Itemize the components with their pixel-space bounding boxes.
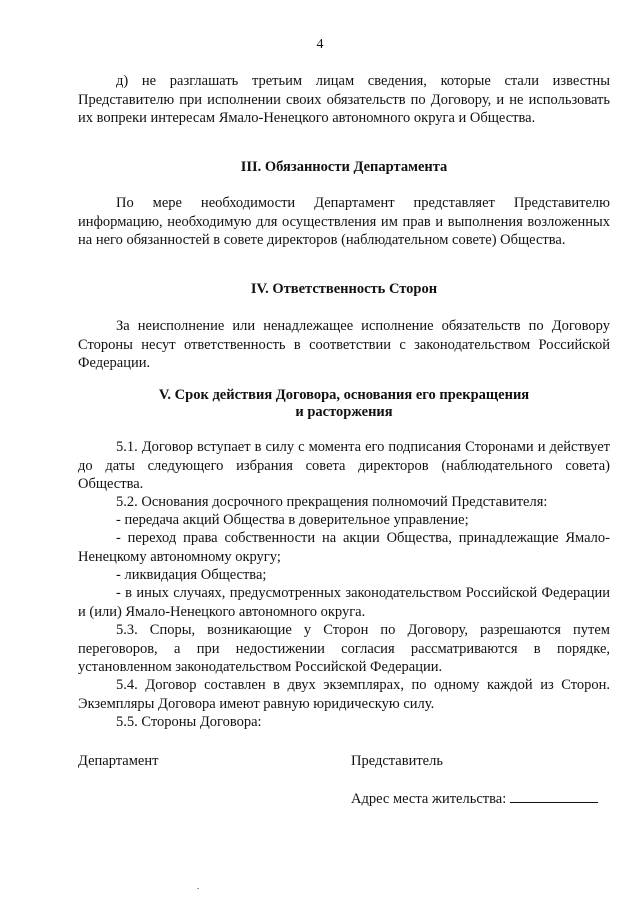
section-3-title: III. Обязанности Департамента xyxy=(240,159,448,175)
section-5-title-line2: и расторжения xyxy=(295,404,393,420)
address-field xyxy=(351,790,598,808)
clause-5-2: 5.2. Основания досрочного прекращения полномочий Представителя: xyxy=(116,494,548,510)
clause-d: д) не разглашать третьим лицам сведения, которые стали известны Представителю при исполнении своих обязательств по Договору, и не использовать их вопреки интересам Ямало-Ненецкого автономного округа и Общества. xyxy=(78,73,610,126)
signature-representative-label: Представитель xyxy=(351,753,443,769)
clause-5-5: 5.5. Стороны Договора: xyxy=(116,714,262,730)
clause-5-2-item-3: - ликвидация Общества; xyxy=(116,567,267,583)
address-label: Адрес места жительства: xyxy=(351,791,507,807)
clause-5-2-item-1: - передача акций Общества в доверительное управление; xyxy=(116,512,469,528)
clause-5-1: 5.1. Договор вступает в силу с момента его подписания Сторонами и действует до даты следующего избрания совета директоров (наблюдательного совета) Общества. xyxy=(78,439,610,492)
section-4-title: IV. Ответственность Сторон xyxy=(250,281,438,297)
section-5-title-line1: V. Срок действия Договора, основания его прекращения xyxy=(158,387,530,403)
page-number: 4 xyxy=(316,37,324,52)
address-blank-line xyxy=(510,790,598,803)
clause-5-3: 5.3. Споры, возникающие у Сторон по Договору, разрешаются путем переговоров, а при недостижении согласия рассматриваются в порядке, установленном законодательством Российской Федерации. xyxy=(78,622,610,675)
section-4-text: За неисполнение или ненадлежащее исполнение обязательств по Договору Стороны несут ответственность в соответствии с законодательством Российской Федерации. xyxy=(78,318,610,371)
clause-5-2-item-4: - в иных случаях, предусмотренных законодательством Российской Федерации и (или) Ямало-Ненецкого автономного округа. xyxy=(78,585,610,620)
clause-5-4: 5.4. Договор составлен в двух экземплярах, по одному каждой из Сторон. Экземпляры Договора имеют равную юридическую силу. xyxy=(78,677,610,712)
signature-department-label: Департамент xyxy=(78,753,159,769)
scan-artifact-dot xyxy=(197,888,199,889)
clause-5-2-item-2: - переход права собственности на акции Общества, принадлежащие Ямало-Ненецкому автономному округу; xyxy=(78,530,610,565)
section-3-text: По мере необходимости Департамент представляет Представителю информацию, необходимую для осуществления им прав и выполнения возложенных на него обязанностей в совете директоров (наблюдательном совете) Общества. xyxy=(78,195,610,248)
